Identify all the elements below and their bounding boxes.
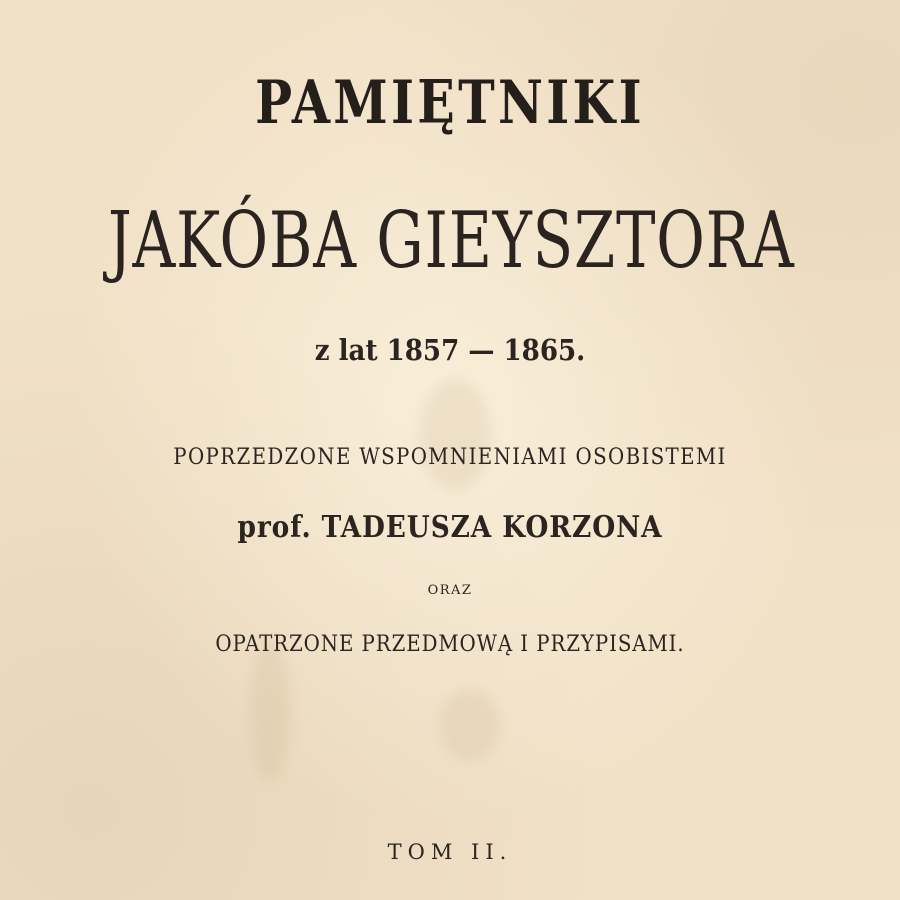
volume-number: TOM II. — [387, 840, 513, 864]
commentator-name: prof. TADEUSZA KORZONA — [237, 510, 663, 545]
years-range: z lat 1857 — 1865. — [314, 333, 586, 367]
preceded-by-line: POPRZEDZONE WSPOMNIENIAMI OSOBISTEMI — [173, 445, 727, 470]
paper-stain — [250, 640, 290, 780]
conjunction-oraz: ORAZ — [427, 583, 473, 598]
book-title: PAMIĘTNIKI — [255, 68, 645, 138]
provided-with-line: OPATRZONE PRZEDMOWĄ I PRZYPISAMI. — [215, 632, 685, 657]
author-name: JAKÓBA GIEYSZTORA — [108, 196, 795, 286]
paper-stain — [420, 380, 490, 490]
paper-stain — [440, 690, 500, 760]
